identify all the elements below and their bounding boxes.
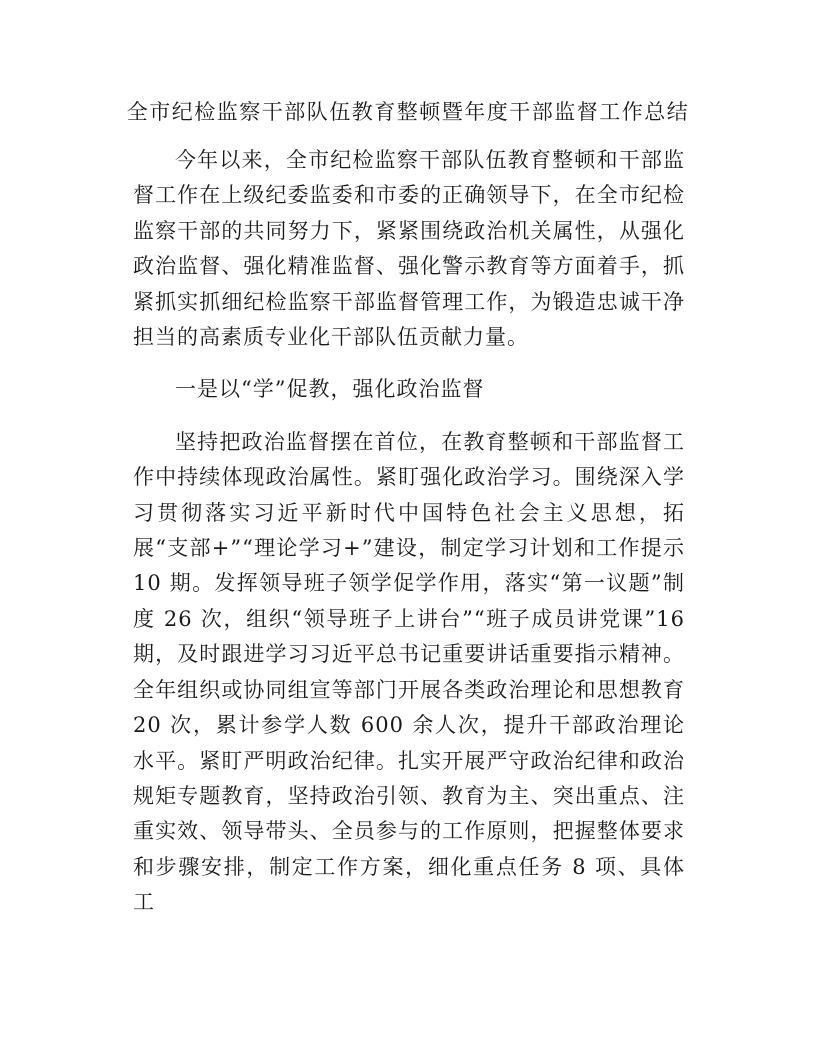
intro-paragraph: 今年以来，全市纪检监察干部队伍教育整顿和干部监督工作在上级纪委监委和市委的正确领导下，在全市纪检监察干部的共同努力下，紧紧围绕政治机关属性，从强化政治监督、强化精准监督、强化警示教育等方面着手，抓紧抓实抓细纪检监察干部监督管理工作，为锻造忠诚干净担当的高素质专业化干部队伍贡献力量。 (133, 148, 685, 350)
document-title: 全市纪检监察干部队伍教育整顿暨年度干部监督工作总结 (126, 100, 690, 124)
document-body (133, 143, 685, 921)
section-paragraph: 坚持把政治监督摆在首位，在教育整顿和干部监督工作中持续体现政治属性。紧盯强化政治学习。围绕深入学习贯彻落实习近平新时代中国特色社会主义思想，拓展“支部+”“理论学习+”建设，制定学习计划和工作提示 10 期。发挥领导班子领学促学作用，落实“第一议题”制度 26 次，组织“领导班子上讲台”“班子成员讲党课”16 期，及时跟进学习习近平总书记重要讲话重要指示精神。全年组织或协同组宣等部门开展各类政治理论和思想教育 20 次，累计参学人数 600 余人次，提升干部政治理论水平。紧盯严明政治纪律。扎实开展严守政治纪律和政治规矩专题教育，坚持政治引领、教育为主、突出重点、注重实效、领导带头、全员参与的工作原则，把握整体要求和步骤安排，制定工作方案，细化重点任务 8 项、具体工 (133, 429, 685, 915)
section-heading: 一是以“学”促教，强化政治监督 (175, 377, 485, 402)
